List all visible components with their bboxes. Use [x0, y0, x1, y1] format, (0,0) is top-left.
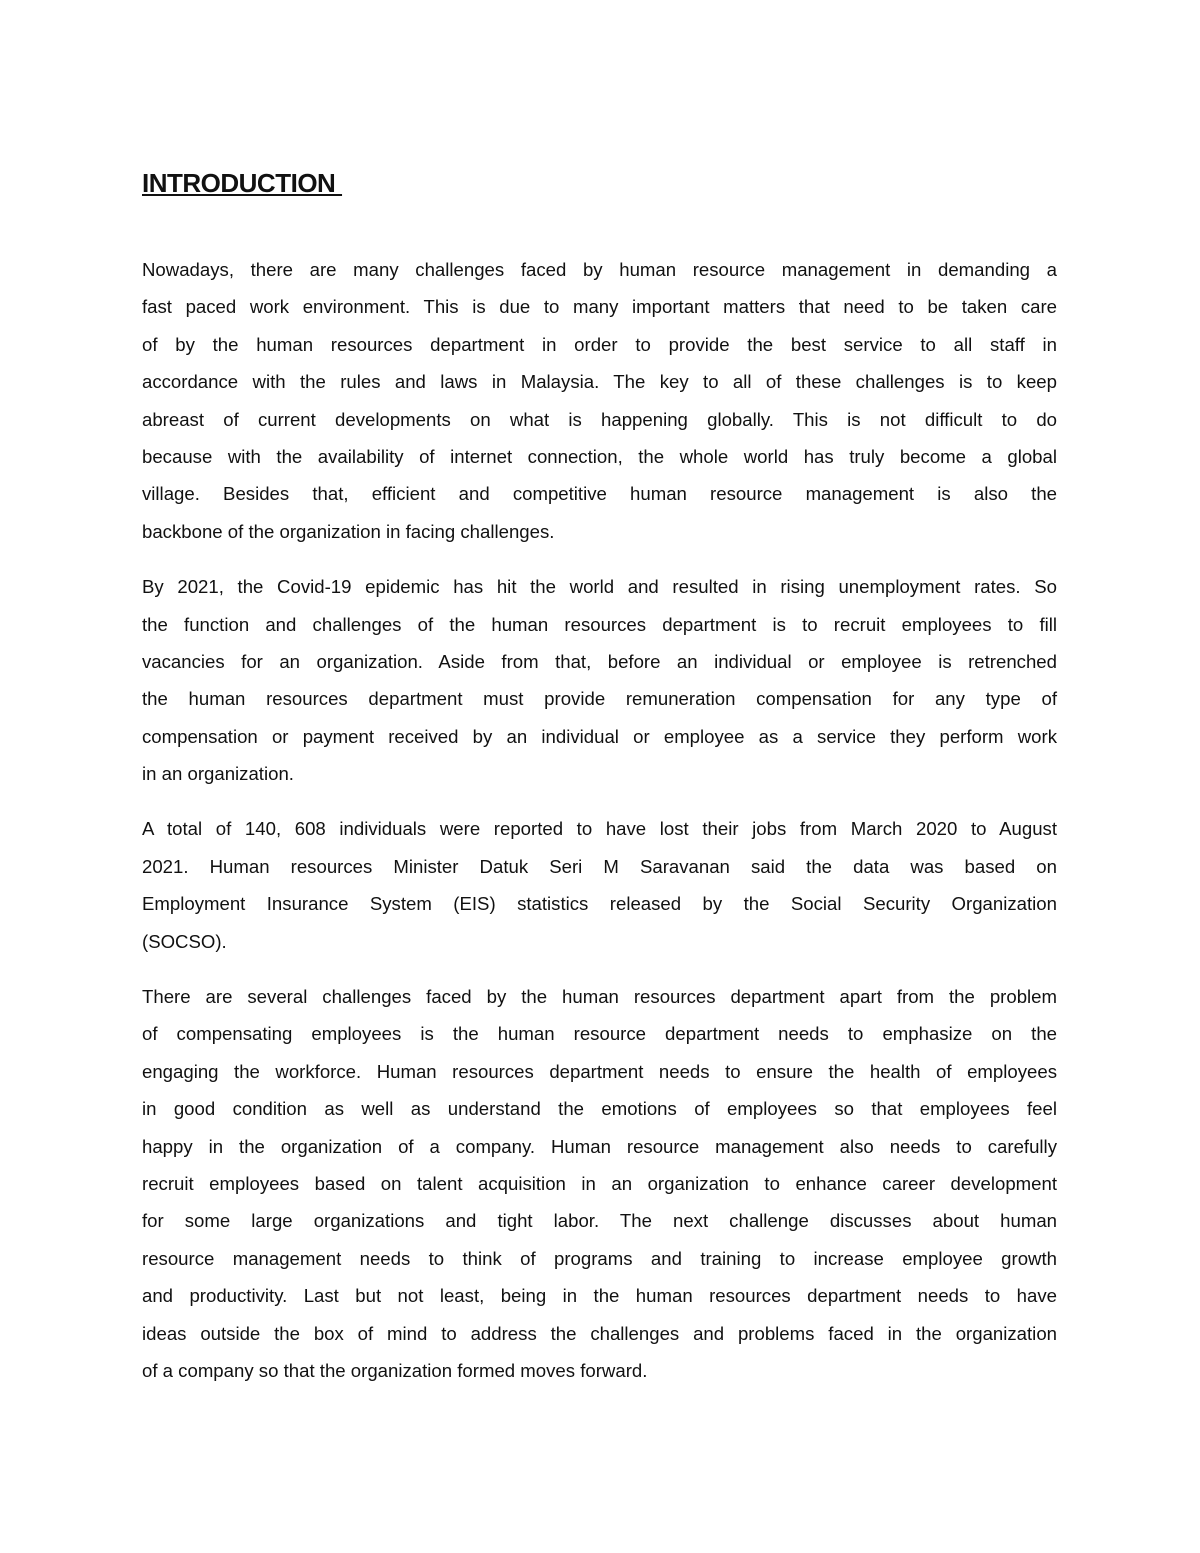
- text-line: village. Besides that, efficient and competitive human resource management is also the: [142, 483, 1057, 505]
- text-line: happy in the organization of a company. Human resource management also needs to carefully: [142, 1135, 1057, 1157]
- text-line: the human resources department must provide remuneration compensation for any type of: [142, 688, 1057, 710]
- text-line: abreast of current developments on what is happening globally. This is not difficult to do: [142, 408, 1057, 430]
- text-line: accordance with the rules and laws in Malaysia. The key to all of these challenges is to keep: [142, 371, 1057, 393]
- text-line: vacancies for an organization. Aside from that, before an individual or employee is retrenched: [142, 650, 1057, 672]
- paragraph: [142, 251, 1057, 550]
- text-line: backbone of the organization in facing challenges.: [142, 520, 555, 542]
- text-line: and productivity. Last but not least, being in the human resources department needs to have: [142, 1285, 1057, 1307]
- text-line: of by the human resources department in order to provide the best service to all staff in: [142, 333, 1057, 355]
- text-line: There are several challenges faced by the human resources department apart from the problem: [142, 986, 1057, 1008]
- text-line: for some large organizations and tight labor. The next challenge discusses about human: [142, 1210, 1057, 1232]
- paragraph: [142, 810, 1057, 960]
- text-line: Employment Insurance System (EIS) statistics released by the Social Security Organization: [142, 893, 1057, 915]
- text-line: in good condition as well as understand the emotions of employees so that employees feel: [142, 1098, 1057, 1120]
- text-line: 2021. Human resources Minister Datuk Seri M Saravanan said the data was based on: [142, 855, 1057, 877]
- text-line: A total of 140, 608 individuals were reported to have lost their jobs from March 2020 to August: [142, 818, 1057, 840]
- text-line: of compensating employees is the human resource department needs to emphasize on the: [142, 1023, 1057, 1045]
- text-line: recruit employees based on talent acquisition in an organization to enhance career development: [142, 1172, 1057, 1194]
- text-line: (SOCSO).: [142, 930, 227, 952]
- paragraph: [142, 568, 1057, 792]
- text-line: Nowadays, there are many challenges faced by human resource management in demanding a: [142, 259, 1057, 280]
- text-line: engaging the workforce. Human resources department needs to ensure the health of employees: [142, 1060, 1057, 1082]
- page-title: INTRODUCTION: [142, 168, 343, 198]
- paragraph: [142, 978, 1057, 1389]
- text-line: ideas outside the box of mind to address the challenges and problems faced in the organization: [142, 1322, 1057, 1344]
- text-line: resource management needs to think of programs and training to increase employee growth: [142, 1247, 1057, 1269]
- text-line: By 2021, the Covid-19 epidemic has hit the world and resulted in rising unemployment rates. So: [142, 576, 1057, 598]
- text-line: of a company so that the organization formed moves forward.: [142, 1359, 648, 1381]
- text-line: compensation or payment received by an individual or employee as a service they perform work: [142, 725, 1057, 747]
- text-line: because with the availability of internet connection, the whole world has truly become a global: [142, 445, 1057, 467]
- text-line: in an organization.: [142, 763, 294, 785]
- text-line: fast paced work environment. This is due to many important matters that need to be taken care: [142, 296, 1057, 318]
- document-body: [142, 251, 1057, 1407]
- text-line: the function and challenges of the human resources department is to recruit employees to fill: [142, 613, 1057, 635]
